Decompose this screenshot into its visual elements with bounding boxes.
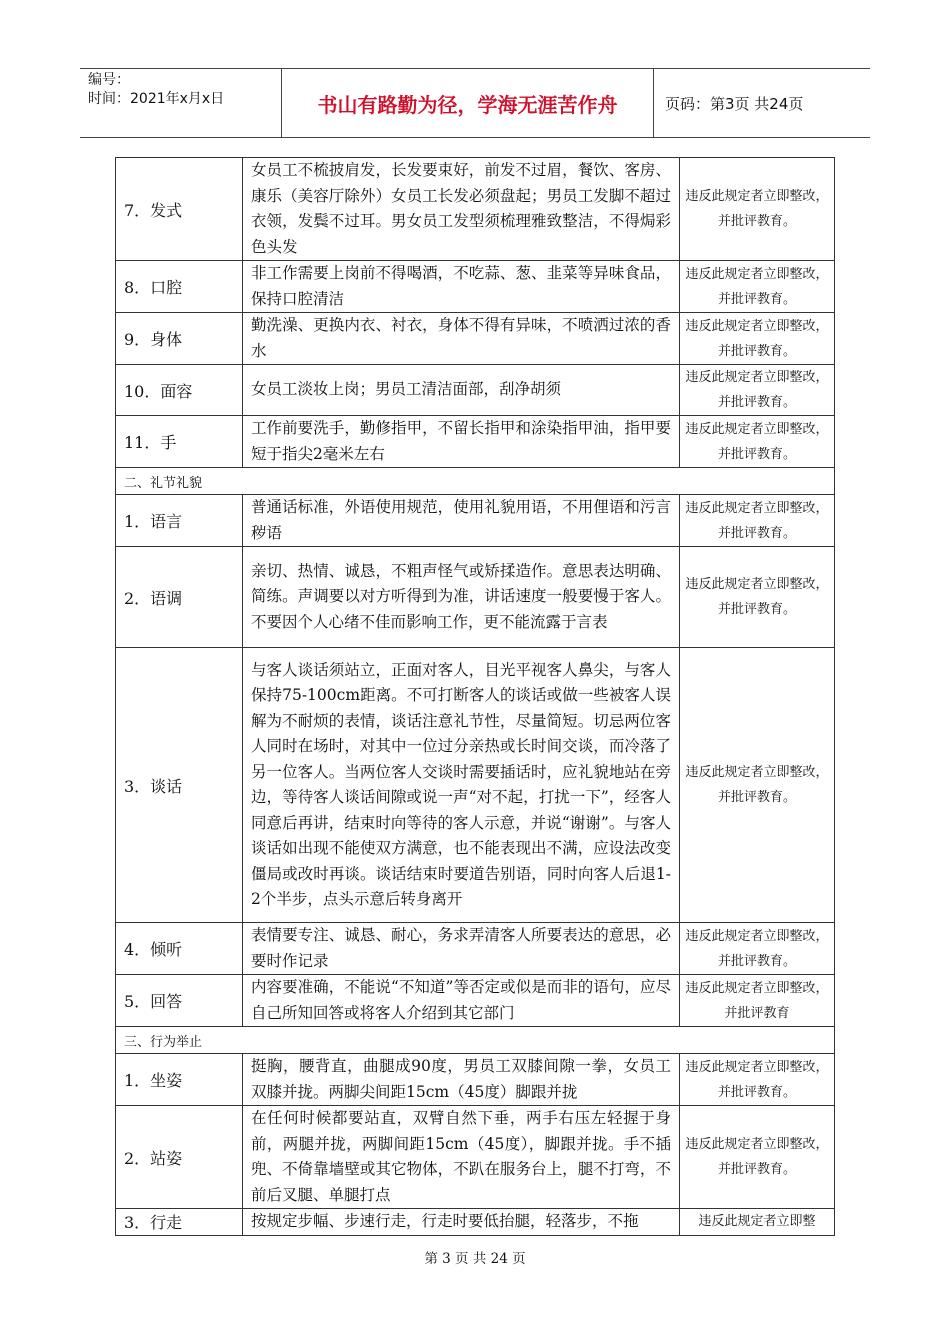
row-note: 违反此规定者立即整改，并批评教育 (680, 975, 835, 1027)
table-row (116, 158, 835, 261)
regulation-table (115, 157, 835, 1236)
row-note: 违反此规定者立即整改，并批评教育。 (680, 313, 835, 365)
header-page-label: 页码：第3页 共24页 (665, 94, 804, 113)
table-row (116, 313, 835, 365)
table-row (116, 261, 835, 313)
table-row (116, 648, 835, 923)
row-note: 违反此规定者立即整改，并批评教育。 (680, 158, 835, 261)
row-item: 2．站姿 (116, 1106, 243, 1209)
row-note: 违反此规定者立即整改，并批评教育。 (680, 365, 835, 416)
table-row (116, 365, 835, 416)
row-desc: 与客人谈话须站立，正面对客人，目光平视客人鼻尖，与客人保持75-100cm距离。不可打断客人的谈话或做一些被客人误解为不耐烦的表情，谈话注意礼节性，尽量简短。切忌两位客人同时在场时，对其中一位过分亲热或长时间交谈，而冷落了另一位客人。当两位客人交谈时需要插话时，应礼貌地站在旁边，等待客人谈话间隙或说一声“对不起，打扰一下”，经客人同意后再讲，结束时向等待的客人示意，并说“谢谢”。与客人谈话如出现不能使双方满意，也不能表现出不满，应设法改变僵局或改时再谈。谈话结束时要道告别语，同时向客人后退1-2个半步，点头示意后转身离开 (243, 648, 680, 923)
table-row (116, 547, 835, 648)
page-header (80, 68, 870, 138)
row-item: 9．身体 (116, 313, 243, 365)
row-item: 1．坐姿 (116, 1054, 243, 1106)
section-row (116, 468, 835, 495)
doc-number-label: 编号： (88, 72, 130, 88)
row-item: 11．手 (116, 416, 243, 468)
row-note: 违反此规定者立即整改，并批评教育。 (680, 1054, 835, 1106)
table-row (116, 1209, 835, 1236)
row-note: 违反此规定者立即整 (680, 1209, 835, 1236)
table-row (116, 416, 835, 468)
table-row (116, 495, 835, 547)
row-desc: 内容要准确，不能说“不知道”等否定或似是而非的语句，应尽自己所知回答或将客人介绍到其它部门 (243, 975, 680, 1027)
row-note: 违反此规定者立即整改，并批评教育。 (680, 495, 835, 547)
row-desc: 挺胸，腰背直，曲腿成90度，男员工双膝间隙一拳，女员工双膝并拢。两脚尖间距15cm（45度）脚跟并拢 (243, 1054, 680, 1106)
row-desc: 非工作需要上岗前不得喝酒，不吃蒜、葱、韭菜等异味食品，保持口腔清洁 (243, 261, 680, 313)
row-note: 违反此规定者立即整改，并批评教育。 (680, 416, 835, 468)
row-item: 3．行走 (116, 1209, 243, 1236)
row-note: 违反此规定者立即整改，并批评教育。 (680, 1106, 835, 1209)
row-desc: 女员工淡妆上岗；男员工清洁面部，刮净胡须 (243, 365, 680, 416)
section-row (116, 1027, 835, 1054)
row-item: 4．倾听 (116, 923, 243, 975)
time-label: 时间：2021年x月x日 (88, 91, 225, 107)
row-item: 1．语言 (116, 495, 243, 547)
row-desc: 勤洗澡、更换内衣、衬衣，身体不得有异味，不喷洒过浓的香水 (243, 313, 680, 365)
row-item: 2．语调 (116, 547, 243, 648)
row-desc: 普通话标准，外语使用规范，使用礼貌用语，不用俚语和污言秽语 (243, 495, 680, 547)
table-row (116, 1106, 835, 1209)
table-row (116, 975, 835, 1027)
table-row (116, 1054, 835, 1106)
row-item: 3．谈话 (116, 648, 243, 923)
row-item: 5．回答 (116, 975, 243, 1027)
header-motto: 书山有路勤为径，学海无涯苦作舟 (281, 69, 654, 137)
row-desc: 亲切、热情、诚恳，不粗声怪气或矫揉造作。意思表达明确、简练。声调要以对方听得到为准，讲话速度一般要慢于客人。不要因个人心绪不佳而影响工作，更不能流露于言表 (243, 547, 680, 648)
row-desc: 按规定步幅、步速行走，行走时要低抬腿，轻落步，不拖 (243, 1209, 680, 1236)
row-item: 10．面容 (116, 365, 243, 416)
row-desc: 女员工不梳披肩发，长发要束好，前发不过眉，餐饮、客房、康乐（美容厅除外）女员工长发必须盘起；男员工发脚不超过衣领，发鬓不过耳。男女员工发型须梳理雅致整洁，不得焗彩色头发 (243, 158, 680, 261)
row-desc: 工作前要洗手，勤修指甲，不留长指甲和涂染指甲油，指甲要短于指尖2毫米左右 (243, 416, 680, 468)
row-note: 违反此规定者立即整改，并批评教育。 (680, 261, 835, 313)
table-row (116, 923, 835, 975)
header-meta (80, 69, 281, 137)
row-note: 违反此规定者立即整改，并批评教育。 (680, 923, 835, 975)
row-desc: 在任何时候都要站直，双臂自然下垂，两手右压左轻握于身前，两腿并拢，两脚间距15cm（45度），脚跟并拢。手不插兜、不倚靠墙壁或其它物体，不趴在服务台上，腿不打弯，不前后叉腿、单腿打点 (243, 1106, 680, 1209)
section-title: 二、礼节礼貌 (116, 468, 835, 495)
page-footer: 第 3 页 共 24 页 (424, 1251, 526, 1267)
row-note: 违反此规定者立即整改，并批评教育。 (680, 648, 835, 923)
row-note: 违反此规定者立即整改，并批评教育。 (680, 547, 835, 648)
row-desc: 表情要专注、诚恳、耐心，务求弄清客人所要表达的意思，必要时作记录 (243, 923, 680, 975)
row-item: 8．口腔 (116, 261, 243, 313)
section-title: 三、行为举止 (116, 1027, 835, 1054)
row-item: 7．发式 (116, 158, 243, 261)
